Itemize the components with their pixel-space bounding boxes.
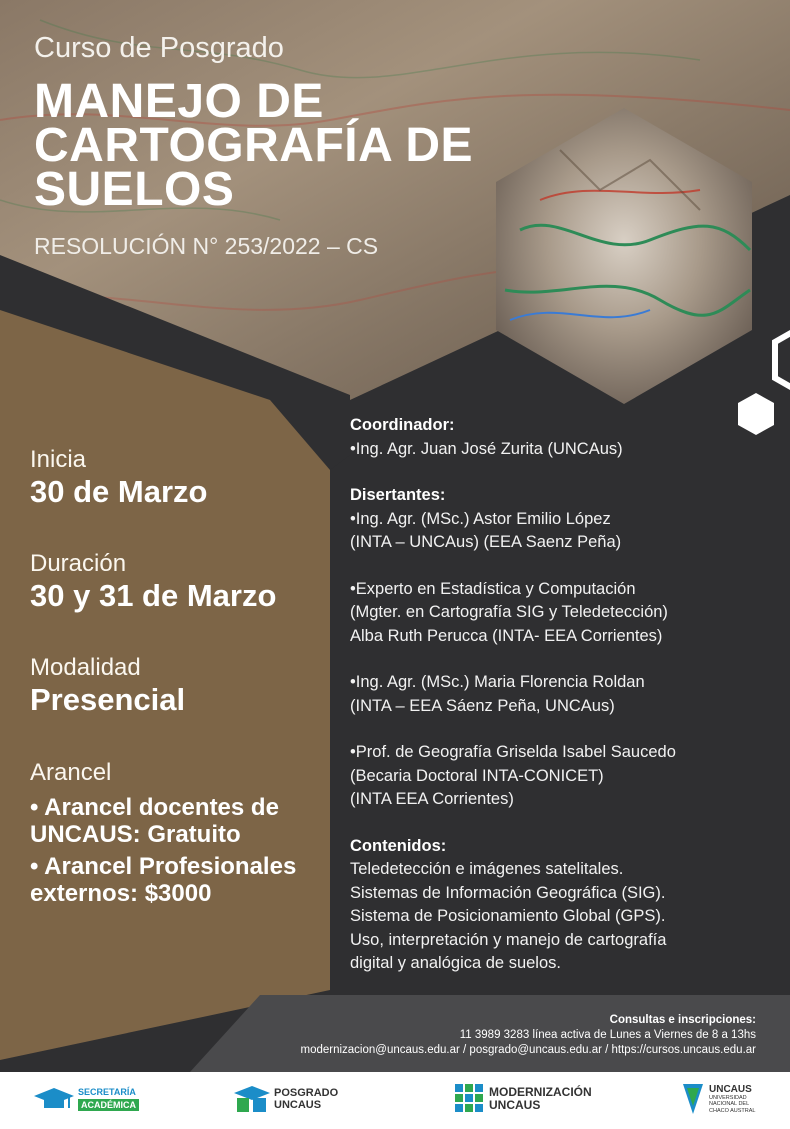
logo-text: SECRETARÍA bbox=[78, 1087, 136, 1097]
resolution-number: RESOLUCIÓN N° 253/2022 – CS bbox=[34, 233, 379, 259]
contact-heading: Consultas e inscripciones: bbox=[609, 1014, 756, 1026]
speaker-line: (INTA EEA Corrientes) bbox=[350, 790, 514, 808]
logo-text: MODERNIZACIÓN bbox=[489, 1085, 592, 1099]
course-label: Curso de Posgrado bbox=[34, 32, 284, 64]
speakers-heading: Disertantes: bbox=[350, 486, 446, 504]
contact-links[interactable]: modernizacion@uncaus.edu.ar / posgrado@uncaus.edu.ar / https://cursos.uncaus.edu.ar bbox=[300, 1044, 756, 1056]
contents-line: Uso, interpretación y manejo de cartografía bbox=[350, 930, 667, 949]
start-label: Inicia bbox=[30, 446, 87, 473]
speaker-line: Alba Ruth Perucca (INTA- EEA Corrientes) bbox=[350, 626, 663, 645]
duration-label: Duración bbox=[30, 550, 127, 577]
coordinator-heading: Coordinador: bbox=[350, 416, 455, 434]
contact-info bbox=[300, 1013, 756, 1058]
pixel-grid-icon bbox=[455, 1084, 485, 1114]
start-date: 30 de Marzo bbox=[30, 474, 208, 509]
graduation-cap-icon bbox=[34, 1084, 74, 1114]
contents-heading: Contenidos: bbox=[350, 836, 447, 855]
modality-value: Presencial bbox=[30, 682, 186, 717]
logo-text: ACADÉMICA bbox=[78, 1099, 139, 1111]
speaker-line: (INTA – EEA Sáenz Peña, UNCAus) bbox=[350, 696, 615, 715]
contact-phone: 11 3989 3283 línea activa de Lunes a Viernes de 8 a 13hs bbox=[459, 1029, 756, 1041]
logo-text: POSGRADO bbox=[274, 1087, 339, 1099]
uncaus-emblem-icon bbox=[683, 1082, 705, 1116]
speaker-line: (Becaria Doctoral INTA-CONICET) bbox=[350, 766, 604, 785]
logo-posgrado-uncaus bbox=[234, 1084, 338, 1114]
logo-secretaria-academica bbox=[34, 1084, 139, 1114]
speaker-line: •Ing. Agr. (MSc.) Maria Florencia Roldan bbox=[350, 673, 645, 691]
speaker-line: •Prof. de Geografía Griselda Isabel Saucedo bbox=[350, 743, 676, 761]
speaker-line: •Ing. Agr. (MSc.) Astor Emilio López bbox=[350, 509, 611, 528]
fee-list bbox=[30, 794, 330, 912]
course-info-column bbox=[350, 414, 770, 976]
title-line: MANEJO DE bbox=[34, 75, 324, 128]
hexagon-outline-decoration bbox=[763, 322, 790, 402]
coordinator-line: •Ing. Agr. Juan José Zurita (UNCAus) bbox=[350, 439, 623, 458]
speaker-line: (Mgter. en Cartografía SIG y Teledetección) bbox=[350, 603, 668, 621]
contents-line: Teledetección e imágenes satelitales. bbox=[350, 860, 624, 878]
logo-text: NACIONAL DEL bbox=[709, 1101, 750, 1108]
duration-value: 30 y 31 de Marzo bbox=[30, 578, 277, 613]
fee-label: Arancel bbox=[30, 759, 112, 786]
contents-line: digital y analógica de suelos. bbox=[350, 954, 561, 972]
logo-text: UNCAUS bbox=[274, 1099, 322, 1111]
logo-text: UNCAUS bbox=[709, 1083, 752, 1095]
footer-logos bbox=[0, 1072, 790, 1129]
logo-modernizacion-uncaus bbox=[455, 1084, 592, 1114]
logo-text: CHACO AUSTRAL bbox=[709, 1107, 756, 1114]
posgrado-pu-icon bbox=[234, 1084, 270, 1114]
logo-uncaus-university bbox=[683, 1082, 755, 1116]
speaker-line: (INTA – UNCAus) (EEA Saenz Peña) bbox=[350, 533, 622, 551]
contents-line: Sistemas de Información Geográfica (SIG). bbox=[350, 883, 666, 902]
contents-line: Sistema de Posicionamiento Global (GPS). bbox=[350, 907, 666, 925]
title-line: SUELOS bbox=[34, 163, 235, 216]
logo-text: UNCAUS bbox=[489, 1098, 541, 1112]
fee-item: • Arancel docentes de UNCAUS: Gratuito bbox=[30, 794, 279, 848]
course-title bbox=[34, 75, 473, 216]
fee-item: • Arancel Profesionales externos: $3000 bbox=[30, 853, 297, 907]
speaker-line: •Experto en Estadística y Computación bbox=[350, 579, 636, 598]
logo-text: UNIVERSIDAD bbox=[709, 1094, 747, 1101]
title-line: CARTOGRAFÍA DE bbox=[34, 119, 473, 172]
modality-label: Modalidad bbox=[30, 654, 141, 681]
